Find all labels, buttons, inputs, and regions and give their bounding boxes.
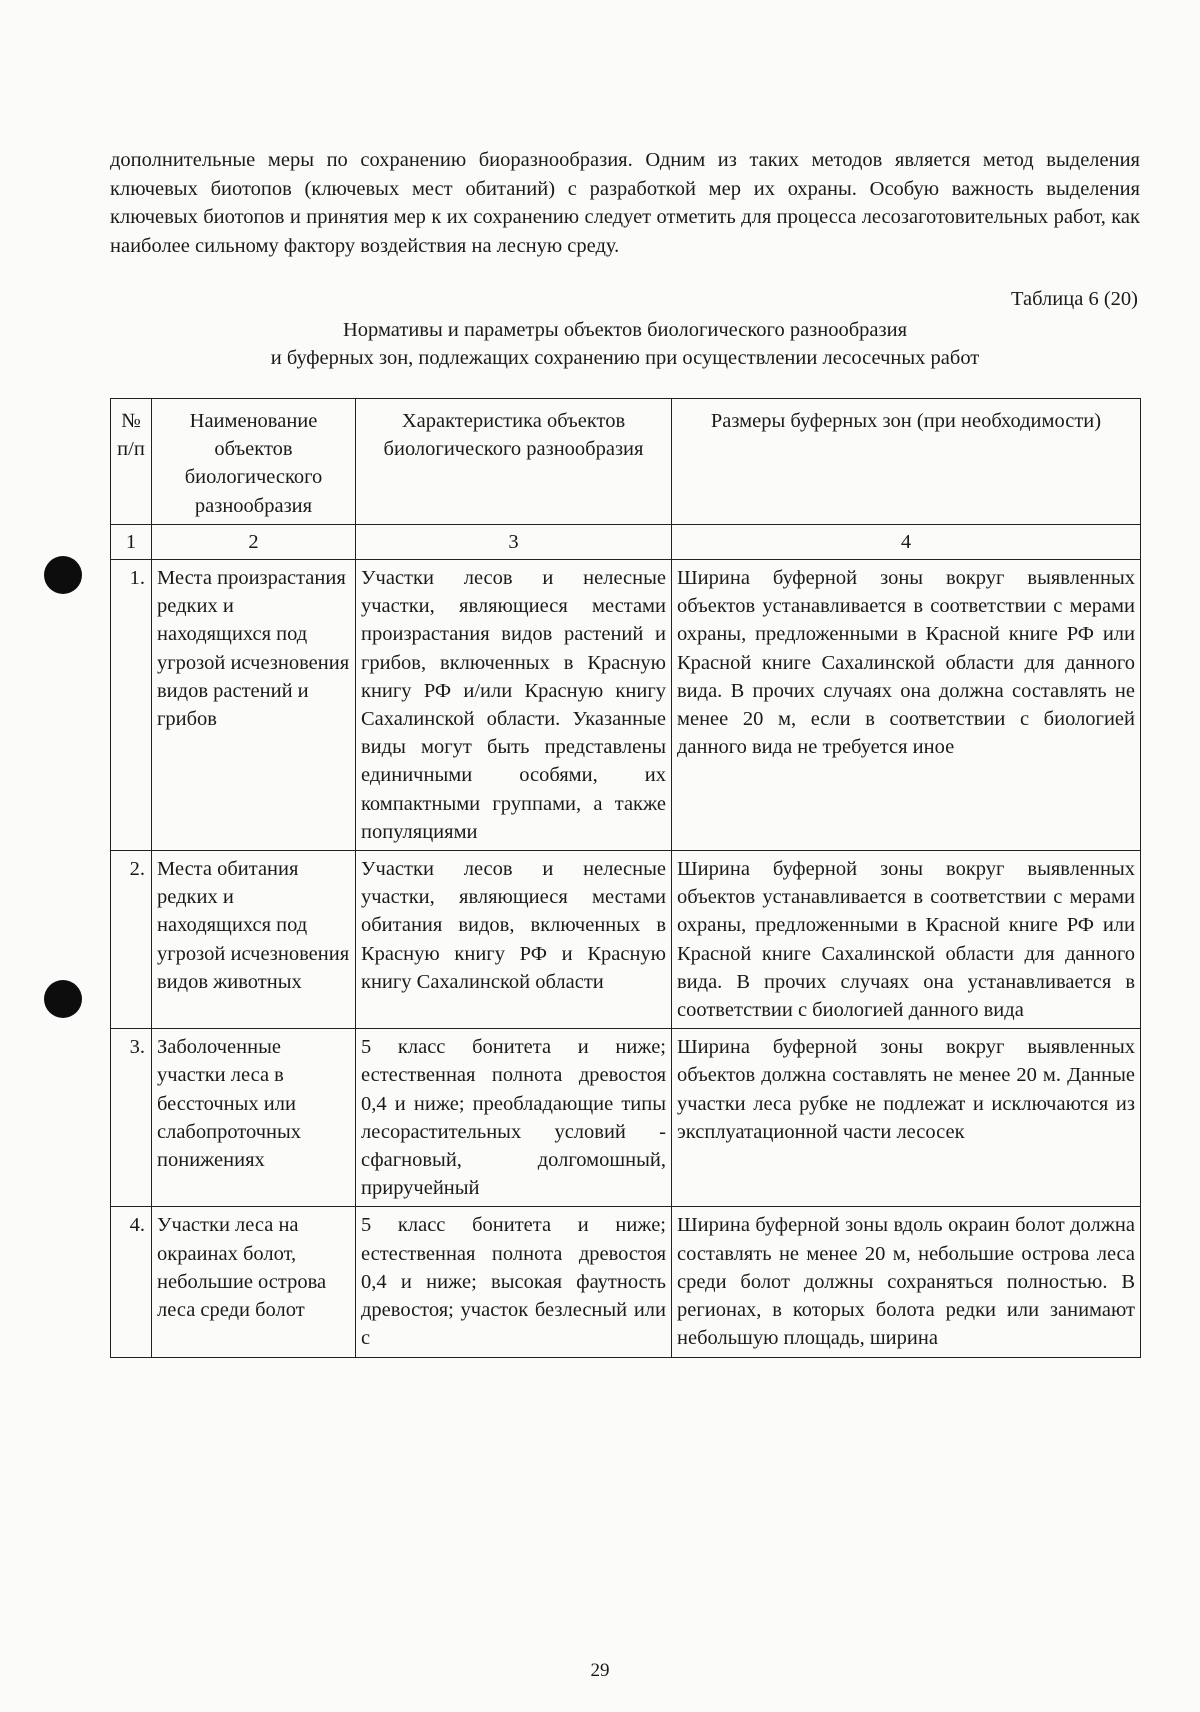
row-characteristic: Участки лесов и нелесные участки, являющиеся местами произрастания видов растений и грибов, включенных в Красную книгу РФ и/или Красную книгу Сахалинской области. Указанные виды могут быть представлены единичными особями, их компактными группами, а также популяциями: [356, 560, 672, 851]
row-number: 3.: [111, 1029, 152, 1207]
table-row: [111, 1207, 1141, 1357]
biodiversity-table: [110, 398, 1141, 1358]
table-row: [111, 851, 1141, 1029]
header-characteristic: Характеристика объектов биологического разнообразия: [356, 399, 672, 525]
row-characteristic: 5 класс бонитета и ниже; естественная полнота древостоя 0,4 и ниже; преобладающие типы лесорастительных условий - сфагновый, долгомошный, приручейный: [356, 1029, 672, 1207]
header-number: № п/п: [111, 399, 152, 525]
row-buffer: Ширина буферной зоны вокруг выявленных объектов устанавливается в соответствии с мерами охраны, предложенными в Красной книге РФ или Красной книге Сахалинской области для данного вида. В прочих случаях она должна составлять не менее 20 м, если в соответствии с биологией данного вида не требуется иное: [672, 560, 1141, 851]
row-characteristic: Участки лесов и нелесные участки, являющиеся местами обитания видов, включенных в Красную книгу РФ и Красную книгу Сахалинской области: [356, 851, 672, 1029]
row-name: Участки леса на окраинах болот, небольшие острова леса среди болот: [152, 1207, 356, 1357]
header-buffer: Размеры буферных зон (при необходимости): [672, 399, 1141, 525]
table-title-line-1: Нормативы и параметры объектов биологического разнообразия: [342, 319, 908, 341]
header-name: Наименование объектов биологического разнообразия: [152, 399, 356, 525]
column-number: 2: [152, 524, 356, 559]
punch-hole-bottom: [44, 980, 82, 1018]
row-buffer: Ширина буферной зоны вокруг выявленных объектов устанавливается в соответствии с мерами охраны, предложенными в Красной книге РФ или Красной книге Сахалинской области для данного вида. В прочих случаях она устанавливается в соответствии с биологией данного вида: [672, 851, 1141, 1029]
table-title: [110, 316, 1140, 372]
table-row: [111, 1029, 1141, 1207]
row-name: Места произрастания редких и находящихся под угрозой исчезновения видов растений и грибов: [152, 560, 356, 851]
column-number: 4: [672, 524, 1141, 559]
page-number: 29: [590, 1660, 610, 1681]
column-number-row: [111, 524, 1141, 559]
column-number: 1: [111, 524, 152, 559]
row-buffer: Ширина буферной зоны вокруг выявленных объектов должна составлять не менее 20 м. Данные участки леса рубке не подлежат и исключаются из эксплуатационной части лесосек: [672, 1029, 1141, 1207]
row-characteristic: 5 класс бонитета и ниже; естественная полнота древостоя 0,4 и ниже; высокая фаутность древостоя; участок безлесный или с: [356, 1207, 672, 1357]
row-name: Заболоченные участки леса в бессточных или слабопроточных понижениях: [152, 1029, 356, 1207]
intro-paragraph: дополнительные меры по сохранению биоразнообразия. Одним из таких методов является метод выделения ключевых биотопов (ключевых мест обитаний) с разработкой мер их охраны. Особую важность выделения ключевых биотопов и принятия мер к их сохранению следует отметить для процесса лесозаготовительных работ, как наиболее сильному фактору воздействия на лесную среду.: [110, 149, 1140, 257]
row-number: 1.: [111, 560, 152, 851]
row-buffer: Ширина буферной зоны вдоль окраин болот должна составлять не менее 20 м, небольшие острова леса среди болот должны сохраняться полностью. В регионах, в которых болота редки или занимают небольшую площадь, ширина: [672, 1207, 1141, 1357]
header-row: [111, 399, 1141, 525]
table-row: [111, 560, 1141, 851]
row-number: 4.: [111, 1207, 152, 1357]
column-number: 3: [356, 524, 672, 559]
punch-hole-top: [44, 556, 82, 594]
row-name: Места обитания редких и находящихся под угрозой исчезновения видов животных: [152, 851, 356, 1029]
table-label: Таблица 6 (20): [1011, 288, 1138, 310]
table-title-line-2: и буферных зон, подлежащих сохранению при осуществлении лесосечных работ: [270, 347, 980, 369]
row-number: 2.: [111, 851, 152, 1029]
